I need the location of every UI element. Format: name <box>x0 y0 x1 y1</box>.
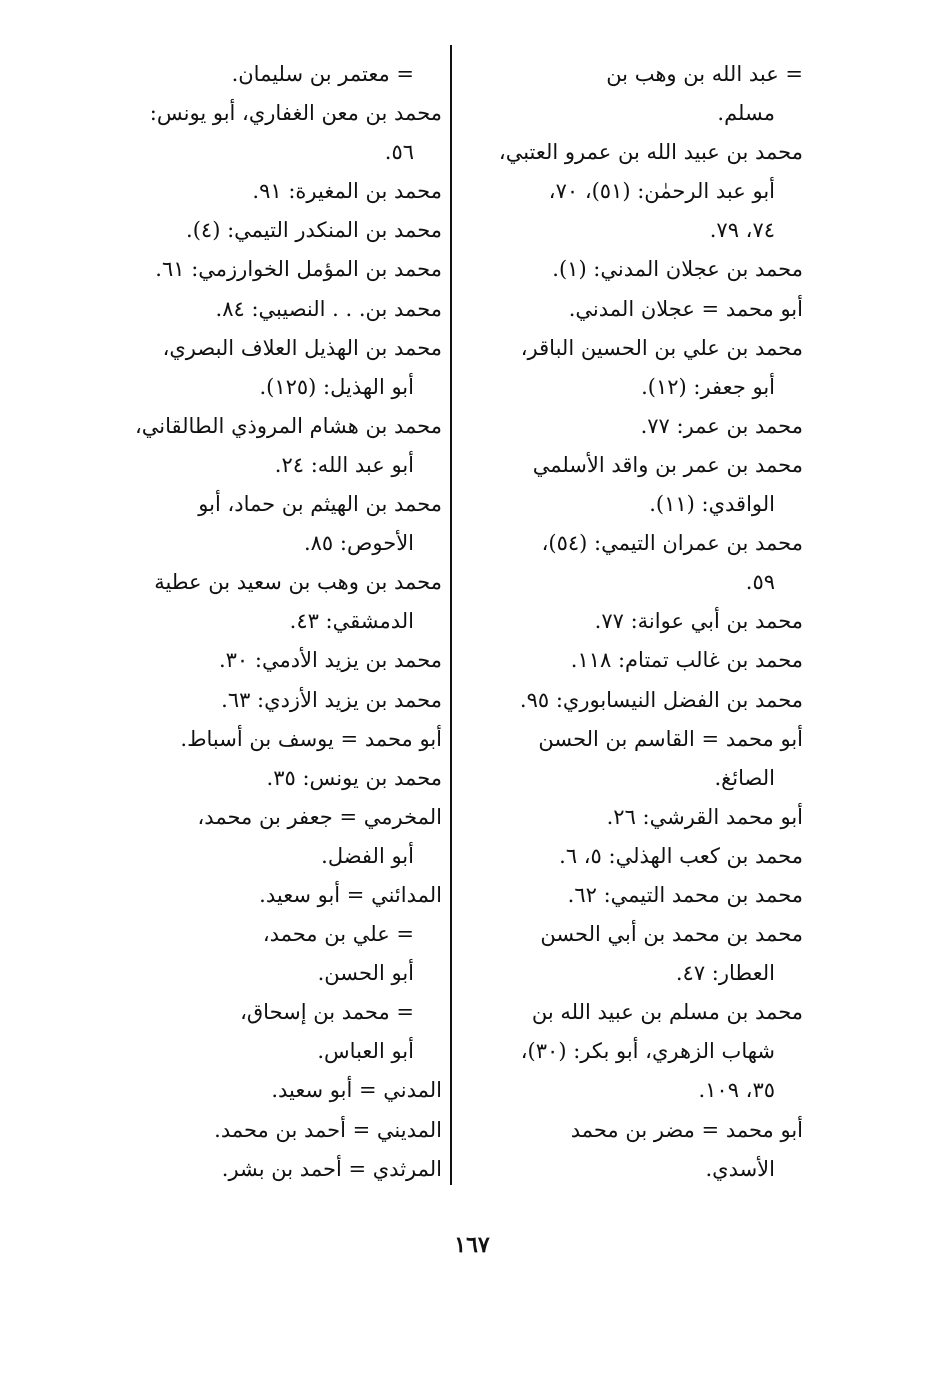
index-line: المدائني = أبو سعيد. <box>259 882 442 907</box>
index-entry <box>100 211 442 250</box>
index-entry <box>100 1111 442 1150</box>
index-entry <box>100 485 442 563</box>
index-entry <box>458 290 803 329</box>
index-line: محمد بن يونس: ٣٥. <box>266 765 442 790</box>
index-entry <box>458 55 803 133</box>
index-entry <box>100 250 442 289</box>
index-entry <box>458 641 803 680</box>
index-line-continuation: الأحوص: ٨٥. <box>303 531 414 556</box>
index-line: = عبد الله بن وهب بن <box>606 62 803 86</box>
index-entry <box>100 290 442 329</box>
index-entry <box>100 563 442 641</box>
index-line: محمد بن محمد التيمي: ٦٢. <box>567 882 803 907</box>
index-entry <box>458 720 803 798</box>
index-line-continuation: الواقدي: (١١). <box>649 492 775 517</box>
index-entry <box>100 915 442 993</box>
index-entry <box>100 1150 442 1189</box>
index-line: محمد بن المنكدر التيمي: (٤). <box>186 218 442 243</box>
index-line-continuation: شهاب الزهري، أبو بكر: (٣٠)، <box>520 1039 775 1064</box>
index-entry <box>100 407 442 485</box>
index-entry <box>100 641 442 680</box>
index-entry <box>458 446 803 524</box>
index-line: محمد بن يزيد الأدمي: ٣٠. <box>218 648 442 673</box>
index-entry <box>458 681 803 720</box>
index-line-continuation: = علي بن محمد، <box>262 922 414 947</box>
index-line: محمد بن. . . النصيبي: ٨٤. <box>215 296 442 321</box>
index-entry <box>100 1071 442 1110</box>
index-entry <box>458 876 803 915</box>
index-line: محمد بن الهذيل العلاف البصري، <box>162 335 442 360</box>
index-line-continuation: مسلم. <box>717 101 775 126</box>
index-entry <box>100 681 442 720</box>
index-line: محمد بن كعب الهذلي: ٥، ٦. <box>559 843 803 868</box>
index-line-continuation: ٥٦. <box>384 140 414 165</box>
index-entry <box>100 172 442 211</box>
index-entry <box>458 407 803 446</box>
index-line-continuation: = محمد بن إسحاق، <box>240 1000 414 1025</box>
index-line-continuation: ٥٩. <box>745 570 775 595</box>
page-number: ١٦٧ <box>454 1232 490 1258</box>
index-line-continuation: الصائغ. <box>714 765 775 790</box>
index-entry <box>458 915 803 993</box>
index-line: محمد بن عمر: ٧٧. <box>640 413 803 438</box>
index-line-continuation: أبو الفضل. <box>321 843 414 868</box>
index-line: أبو محمد = مضر بن محمد <box>570 1117 803 1142</box>
index-line: المدني = أبو سعيد. <box>271 1078 442 1103</box>
index-entry <box>458 133 803 250</box>
index-entry <box>458 524 803 602</box>
left-index-column <box>100 55 442 1189</box>
index-line-continuation: الدمشقي: ٤٣. <box>289 609 414 634</box>
index-entry <box>458 250 803 289</box>
index-entry <box>100 329 442 407</box>
index-line: محمد بن وهب بن سعيد بن عطية <box>154 570 442 595</box>
index-entry <box>458 1111 803 1189</box>
index-line: المخرمي = جعفر بن محمد، <box>197 804 442 829</box>
index-line: محمد بن علي بن الحسين الباقر، <box>520 335 803 360</box>
index-line: المرثدي = أحمد بن بشر. <box>221 1156 442 1181</box>
index-line-continuation: الأسدي. <box>705 1156 775 1181</box>
index-entry <box>458 602 803 641</box>
index-line: محمد بن عجلان المدني: (١). <box>552 257 803 282</box>
index-entry <box>100 55 442 94</box>
index-entry <box>100 94 442 172</box>
index-line: محمد بن معن الغفاري، أبو يونس: <box>149 101 442 126</box>
index-entry <box>458 837 803 876</box>
index-line: محمد بن محمد بن أبي الحسن <box>540 922 803 947</box>
index-line-continuation: ٣٥، ١٠٩. <box>698 1078 775 1103</box>
index-line: محمد بن أبي عوانة: ٧٧. <box>594 609 803 634</box>
index-entry <box>100 876 442 915</box>
index-entry <box>100 993 442 1071</box>
index-line: أبو محمد القرشي: ٢٦. <box>606 804 803 829</box>
index-line-continuation: العطار: ٤٧. <box>675 961 775 986</box>
index-line: محمد بن مسلم بن عبيد الله بن <box>531 1000 803 1025</box>
index-entry <box>458 329 803 407</box>
index-line: محمد بن غالب تمتام: ١١٨. <box>570 648 803 673</box>
index-entry <box>100 759 442 798</box>
index-line: محمد بن الفضل النيسابوري: ٩٥. <box>519 687 803 712</box>
index-line: أبو محمد = يوسف بن أسباط. <box>180 726 442 751</box>
index-line-continuation: = معتمر بن سليمان. <box>231 62 414 86</box>
index-line: أبو محمد = القاسم بن الحسن <box>538 726 803 751</box>
index-entry <box>458 993 803 1110</box>
index-line: محمد بن المغيرة: ٩١. <box>252 179 442 204</box>
index-line: محمد بن عبيد الله بن عمرو العتبي، <box>498 140 803 165</box>
index-line: أبو محمد = عجلان المدني. <box>568 296 803 321</box>
index-entry <box>100 798 442 876</box>
index-line-continuation: أبو عبد الله: ٢٤. <box>274 452 414 477</box>
index-line: محمد بن يزيد الأزدي: ٦٣. <box>221 687 442 712</box>
index-line-continuation: أبو العباس. <box>317 1039 414 1064</box>
index-line-continuation: ٧٤، ٧٩. <box>709 218 775 243</box>
index-line-continuation: أبو جعفر: (١٢). <box>641 374 775 399</box>
right-index-column <box>458 55 803 1189</box>
index-line: محمد بن المؤمل الخوارزمي: ٦١. <box>155 257 442 282</box>
index-line-continuation: أبو عبد الرحمٰن: (٥١)، ٧٠، <box>548 179 775 204</box>
index-line: المديني = أحمد بن محمد. <box>214 1117 442 1142</box>
index-line-continuation: أبو الحسن. <box>317 961 414 986</box>
index-entry <box>458 798 803 837</box>
index-line-continuation: أبو الهذيل: (١٢٥). <box>259 374 414 399</box>
column-divider <box>450 45 452 1185</box>
index-line: محمد بن هشام المروذي الطالقاني، <box>134 413 442 438</box>
index-line: محمد بن عمران التيمي: (٥٤)، <box>541 531 803 556</box>
index-line: محمد بن الهيثم بن حماد، أبو <box>198 492 442 517</box>
index-entry <box>100 720 442 759</box>
index-line: محمد بن عمر بن واقد الأسلمي <box>532 452 803 477</box>
